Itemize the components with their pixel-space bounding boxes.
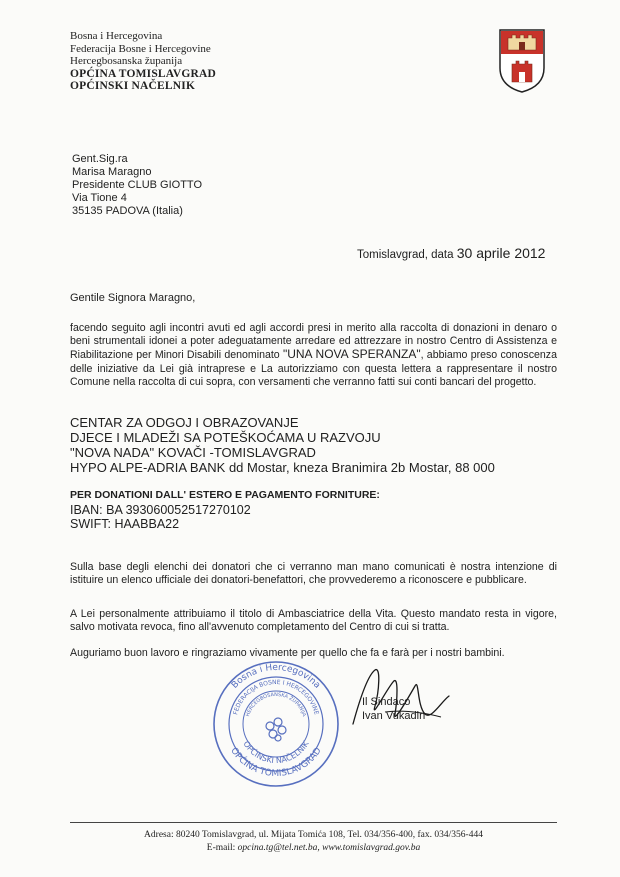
paragraph-authorization: [70, 322, 557, 389]
official-stamp: [212, 660, 340, 788]
recipient-role: Presidente CLUB GIOTTO: [72, 179, 203, 191]
date-value: 30 aprile 2012: [456, 245, 546, 261]
paragraph-ambassador-title: A Lei personalmente attribuiamo il titolo di Ambasciatrice della Vita. Questo mandato resta in vigore, salvo motivata revoca, fino all'avvenuto completamento del Centro di cui si tratta.: [70, 608, 557, 634]
footer: [70, 829, 557, 854]
swift-code: SWIFT: HAABBA22: [70, 517, 180, 531]
signature-block: [362, 696, 425, 723]
recipient-salutation: Gent.Sig.ra: [72, 153, 128, 165]
footer-email-label: E-mail:: [206, 842, 236, 853]
paragraph-authorization-part1: facendo seguito agli incontri avuti ed agli accordi presi in merito alla raccolta di donazioni in denaro o beni strumentali idonei a poter adeguatamente arredare ed attrezzare in nostro Centro di Assistenza e Riabilitazione per Minori Disabili denominato: [70, 322, 557, 362]
paragraph-donor-list: Sulla base degli elenchi dei donatori che ci verranno man mano comunicati è nostra intenzione di istituire un elenco ufficiale dei donatori-benefattori, che provvederemo a riconoscere e pubblicare.: [70, 561, 557, 587]
stamp-text-outer-bottom: OPĆINSKI NAČELNIK: [241, 739, 311, 766]
footer-email-value: opcina.tg@tel.net.ba, www.tomislavgrad.gov.ba: [237, 842, 421, 853]
stamp-text-outer-top: Bosna i Hercegovina: [230, 662, 322, 691]
recipient-address: [72, 153, 202, 218]
signatory-name: Ivan Vukadin: [362, 709, 426, 722]
beneficiary-bank: HYPO ALPE-ADRIA BANK dd Mostar, kneza Branimira 2b Mostar, 88 000: [70, 460, 495, 475]
footer-contact: [70, 842, 557, 855]
center-name-quote: "UNA NOVA SPERANZA": [282, 347, 421, 362]
letterhead: [70, 30, 216, 93]
greeting: Gentile Signora Maragno,: [70, 292, 196, 304]
recipient-city: 35135 PADOVA (Italia): [72, 205, 183, 217]
beneficiary-line-2: DJECE I MLADEŽI SA POTEŠKOĆAMA U RAZVOJU: [70, 430, 381, 445]
stamp-text-inner-mid: HERCEGBOSANSKA ŽUPANIJA: [245, 691, 307, 718]
recipient-street: Via Tione 4: [72, 192, 127, 204]
stamp-text-inner-top: FEDERACIJA BOSNE I HERCEGOVINE: [232, 678, 320, 716]
iban-number: IBAN: BA 393060052517270102: [70, 502, 251, 517]
recipient-name: Marisa Maragno: [72, 166, 152, 178]
letterhead-line-country: Bosna i Hercegovina: [70, 30, 163, 42]
foreign-donations-block: [70, 488, 380, 532]
paragraph-closing: Auguriamo buon lavoro e ringraziamo vivamente per quello che fa e farà per i nostri bambini.: [70, 647, 505, 659]
date-prefix: Tomislavgrad, data: [357, 249, 454, 261]
paragraph-authorization-part2: , abbiamo preso conoscenza delle iniziative da Lei già intraprese e La autorizziamo con questa lettera a rappresentare il nostro Comune nella raccolta di cui sopra, con versamenti che verranno fatti sui conti bancari del progetto.: [70, 349, 557, 388]
letterhead-line-municipality: OPĆINA TOMISLAVGRAD: [70, 67, 216, 80]
bank-beneficiary-block: [70, 415, 495, 475]
stamp-text-bottom: OPĆINA TOMISLAVGRAD: [228, 746, 324, 780]
coat-of-arms-icon: [498, 28, 546, 94]
donations-heading: PER DONATIONI DALL' ESTERO E PAGAMENTO FORNITURE:: [70, 489, 380, 501]
footer-divider: [70, 822, 557, 823]
letterhead-line-office: OPĆINSKI NAČELNIK: [70, 80, 196, 92]
letterhead-line-county: Hercegbosanska županija: [70, 55, 183, 67]
stamp-emblem-icon: [266, 718, 286, 741]
beneficiary-line-3: "NOVA NADA" KOVAČI -TOMISLAVGRAD: [70, 445, 316, 460]
letterhead-line-federation: Federacija Bosne i Hercegovine: [70, 42, 211, 55]
signatory-title: Il Sindaco: [362, 696, 411, 708]
beneficiary-line-1: CENTAR ZA ODGOJ I OBRAZOVANJE: [70, 415, 299, 430]
footer-address: Adresa: 80240 Tomislavgrad, ul. Mijata Tomića 108, Tel. 034/356-400, fax. 034/356-444: [144, 830, 483, 840]
letter-date: [357, 245, 545, 261]
